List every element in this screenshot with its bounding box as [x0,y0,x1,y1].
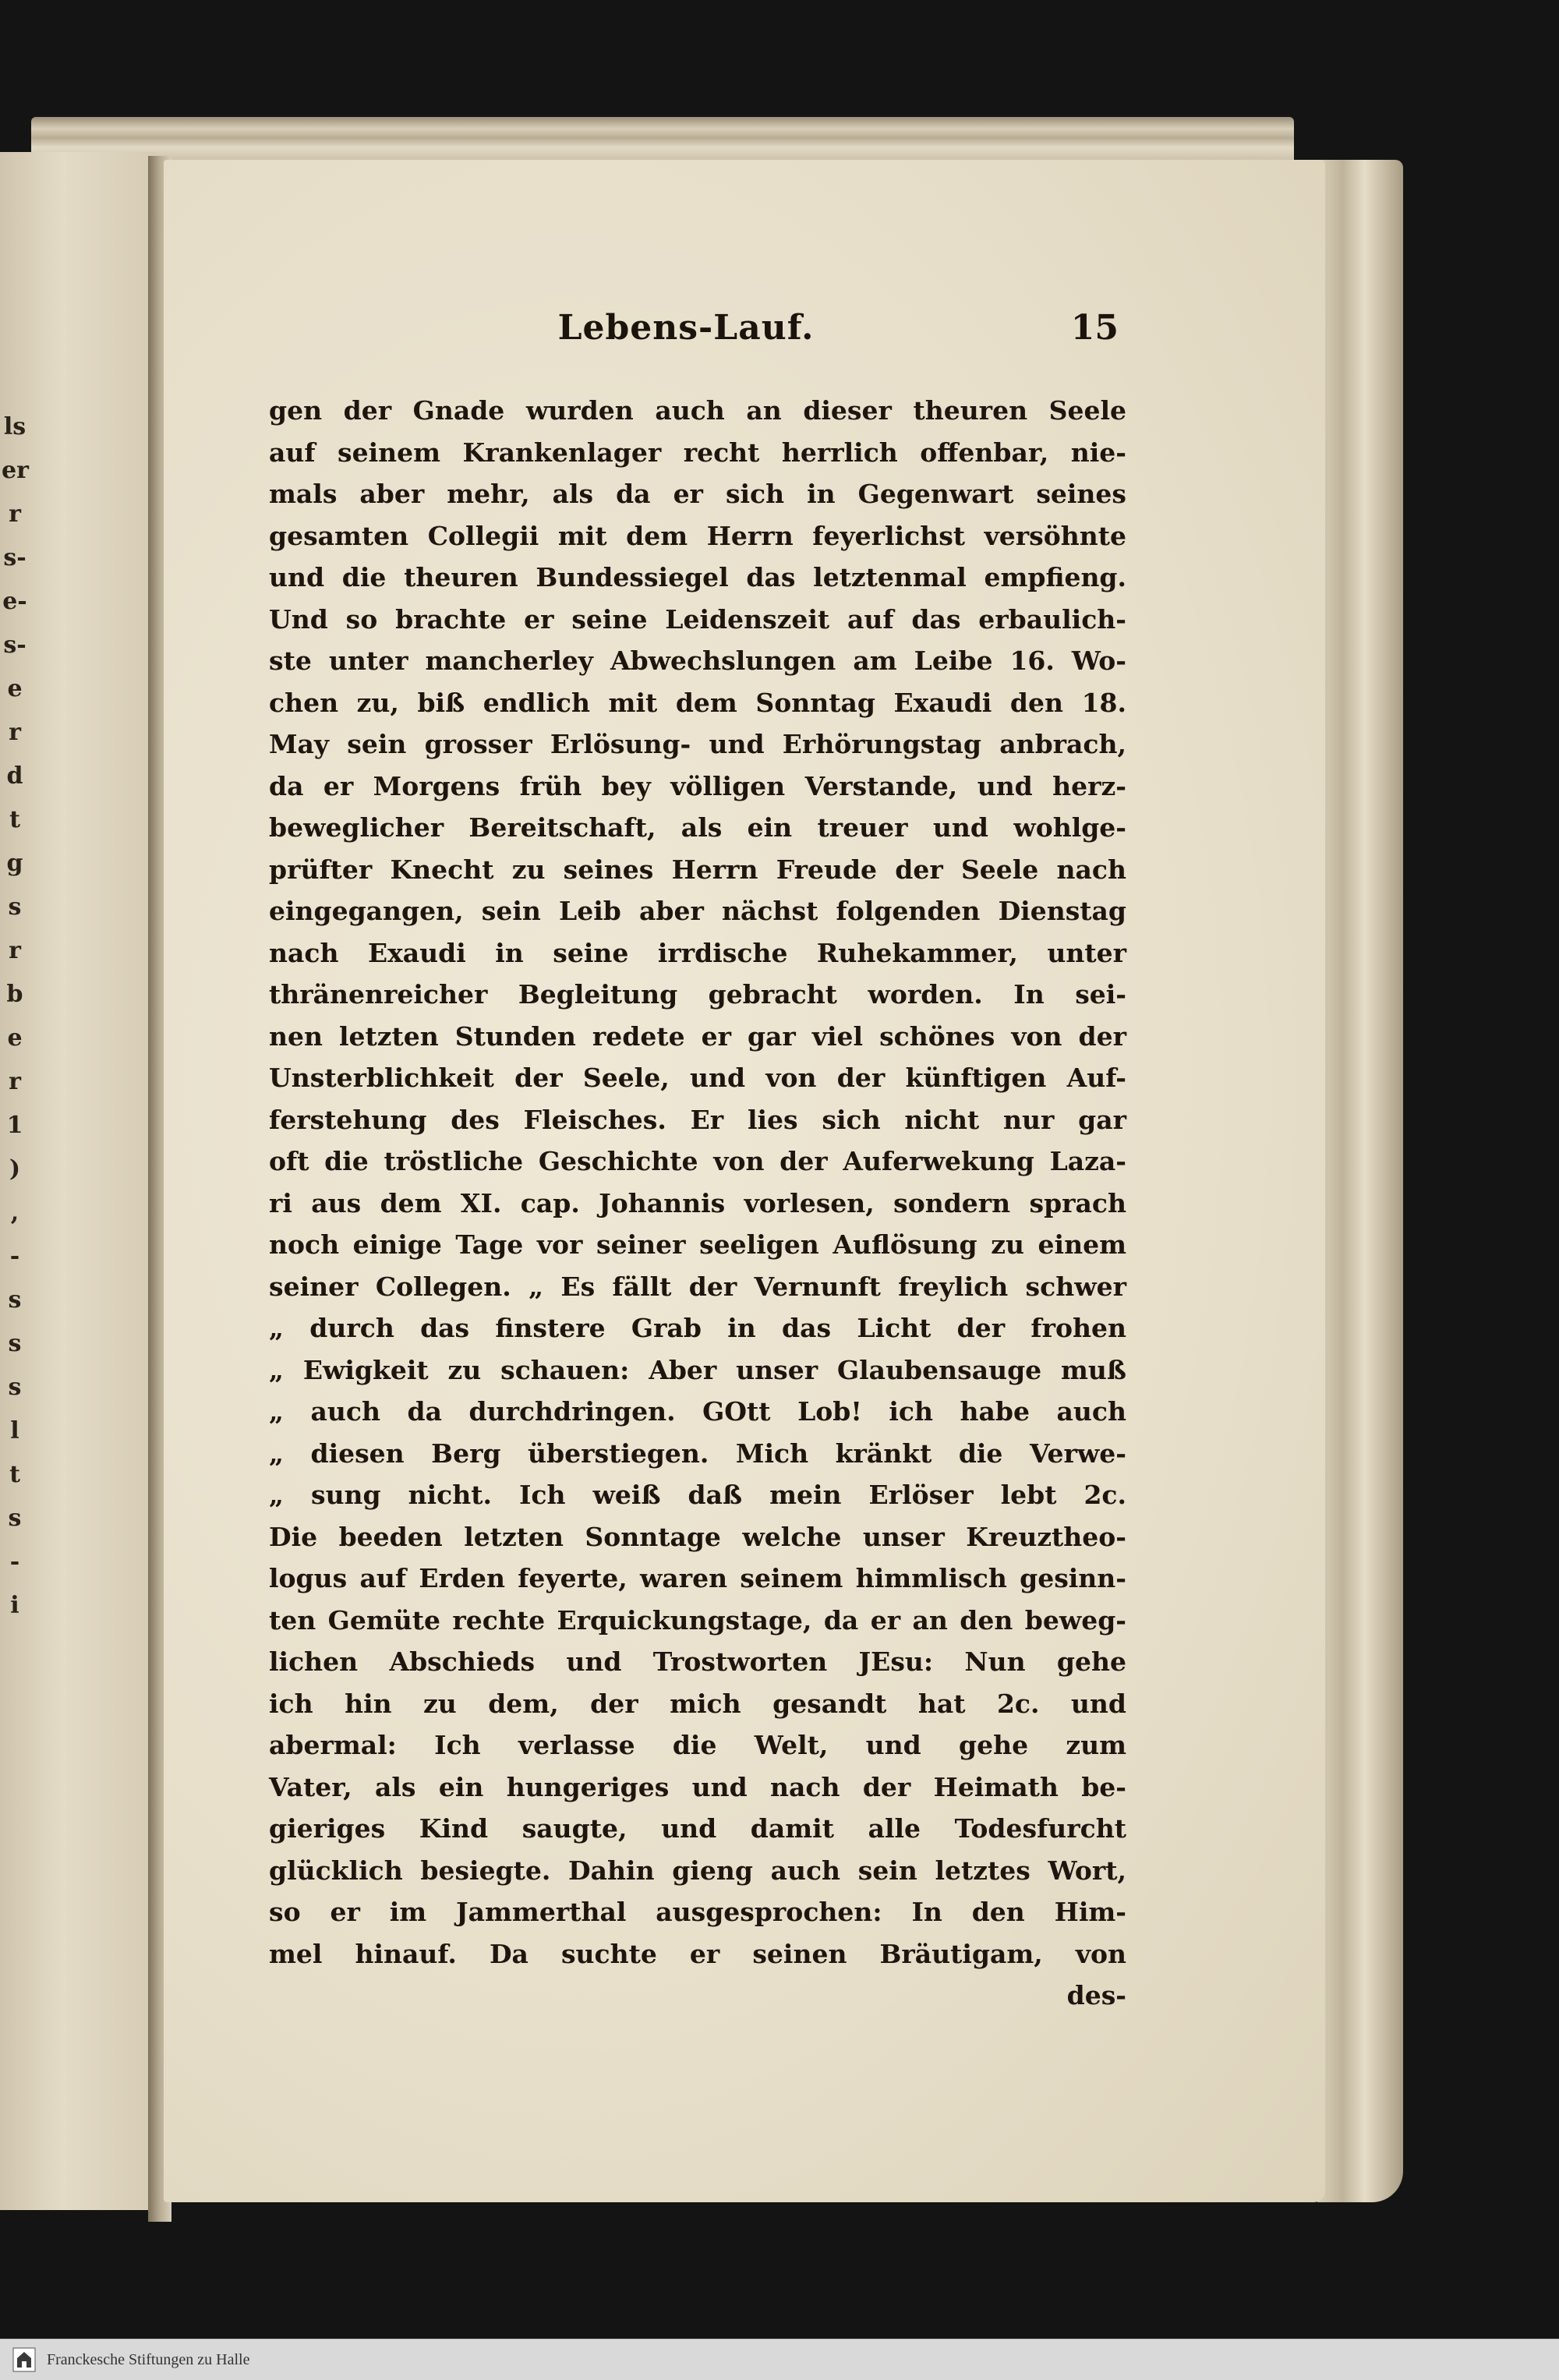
text-line: und die theuren Bundessiegel das letztenmal empfieng. [269,562,1126,592]
facing-page-fragment: i [10,1592,19,1619]
franckesche-stiftungen-logo-icon [12,2347,36,2372]
text-line: Und so brachte er seine Leidenszeit auf das erbaulich- [269,603,1126,635]
text-line: „ auch da durchdringen. GOtt Lob! ich habe auch [269,1396,1126,1427]
text-line: Vater, als ein hungeriges und nach der Heimath be- [269,1771,1126,1802]
text-line: ri aus dem XI. cap. Johannis vorlesen, sondern sprach [269,1187,1126,1218]
footer-label: Franckesche Stiftungen zu Halle [47,2351,250,2368]
facing-page-fragment: e [7,675,23,702]
facing-page-fragment: s [8,1374,22,1401]
text-line: Unsterblichkeit der Seele, und von der künftigen Auf- [269,1063,1126,1093]
facing-page-fragment: l [10,1417,19,1445]
text-line: ten Gemüte rechte Erquickungstage, da er an den beweg- [269,1604,1126,1636]
right-page-edges [1317,160,1403,2202]
body-text [269,390,1126,2017]
text-line: prüfter Knecht zu seines Herrn Freude der Seele nach [269,854,1126,885]
page-number: 15 [1070,308,1119,348]
text-line: May sein grosser Erlösung- und Erhörungstag anbrach, [269,729,1126,759]
text-line: da er Morgens früh bey völligen Verstande, und herz- [269,770,1126,801]
facing-page-fragment: er [2,457,29,484]
facing-page-fragment: b [6,981,23,1008]
top-page-edges [31,117,1294,164]
facing-page-fragment: s [8,1286,22,1314]
text-line: thränenreicher Begleitung gebracht worden. In sei- [269,979,1126,1010]
footer-bar [0,2339,1559,2380]
facing-page-fragment: - [9,1243,20,1270]
facing-page-fragment: s- [3,544,27,571]
facing-page-fragment: 1 [6,1112,23,1139]
text-line: glücklich besiegte. Dahin gieng auch sein letztes Wort, [269,1855,1126,1886]
facing-page-fragment: d [6,762,23,790]
text-line: gen der Gnade wurden auch an dieser theuren Seele [269,395,1126,426]
facing-page-fragment: e [7,1024,23,1052]
text-line: lichen Abschieds und Trostworten JEsu: Nun gehe [269,1646,1126,1677]
text-line: ich hin zu dem, der mich gesandt hat 2c. und [269,1688,1126,1719]
text-line: gesamten Collegii mit dem Herrn feyerlichst versöhnte [269,520,1126,551]
text-line: Die beeden letzten Sonntage welche unser Kreuztheo- [269,1521,1126,1552]
text-line: ferstehung des Fleisches. Er lies sich nicht nur gar [269,1104,1126,1135]
text-line: seiner Collegen. „ Es fällt der Vernunft freylich schwer [269,1271,1126,1302]
facing-page [0,152,156,2210]
facing-page-fragment: e- [2,588,27,615]
facing-page-fragment: ls [3,413,27,440]
text-line: mel hinauf. Da suchte er seinen Bräutigam, von [269,1938,1126,1969]
facing-page-fragment: r [9,937,21,964]
text-line: nach Exaudi in seine irrdische Ruhekammer, unter [269,937,1126,968]
text-line: auf seinem Krankenlager recht herrlich offenbar, nie- [269,437,1126,468]
facing-page-fragment: , [10,1199,19,1226]
text-line: beweglicher Bereitschaft, als ein treuer und wohlge- [269,812,1126,843]
text-line: „ diesen Berg überstiegen. Mich kränkt die Verwe- [269,1438,1126,1469]
text-line: so er im Jammerthal ausgesprochen: In den Him- [269,1897,1126,1927]
text-line: noch einige Tage vor seiner seeligen Auflösung zu einem [269,1229,1126,1260]
running-head: Lebens-Lauf. [557,308,815,348]
facing-page-fragment: t [9,806,20,833]
facing-page-fragment: s- [3,631,27,659]
text-line: abermal: Ich verlasse die Welt, und gehe zum [269,1730,1126,1760]
facing-page-fragment: - [9,1548,20,1575]
facing-page-fragment: r [9,500,21,528]
text-line: gieriges Kind saugte, und damit alle Todesfurcht [269,1813,1126,1844]
text-line: „ sung nicht. Ich weiß daß mein Erlöser lebt 2c. [269,1480,1126,1510]
text-line: nen letzten Stunden redete er gar viel schönes von der [269,1020,1126,1052]
facing-page-fragment: g [6,850,23,877]
facing-page-fragment: s [8,1505,22,1532]
text-line: „ Ewigkeit zu schauen: Aber unser Glaubensauge muß [269,1354,1126,1385]
catchword: des- [1066,1980,1126,2010]
text-line: eingegangen, sein Leib aber nächst folgenden Dienstag [269,896,1126,926]
facing-page-fragment: ) [9,1155,21,1183]
facing-page-fragment: r [9,719,21,746]
text-line: mals aber mehr, als da er sich in Gegenwart seines [269,479,1126,509]
facing-page-fragment: s [8,1330,22,1357]
text-line: oft die tröstliche Geschichte von der Auferwekung Laza- [269,1146,1126,1176]
facing-page-fragment: t [9,1461,20,1488]
facing-page-fragment: s [8,893,22,921]
text-line: chen zu, biß endlich mit dem Sonntag Exaudi den 18. [269,687,1126,718]
text-line: „ durch das finstere Grab in das Licht der frohen [269,1313,1126,1343]
text-line: ste unter mancherley Abwechslungen am Leibe 16. Wo- [269,645,1126,676]
text-line: logus auf Erden feyerte, waren seinem himmlisch gesinn- [269,1563,1126,1593]
facing-page-fragment: r [9,1068,21,1095]
